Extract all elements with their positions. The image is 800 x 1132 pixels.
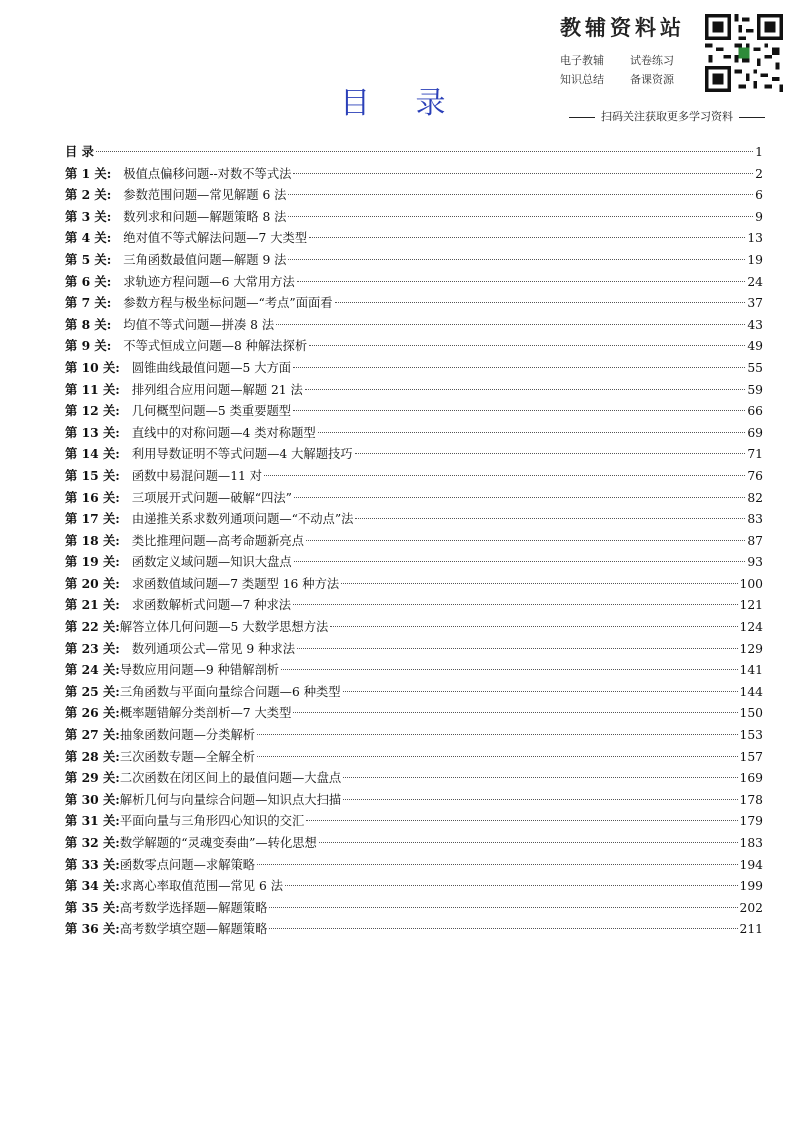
toc-entry[interactable]	[65, 400, 763, 422]
dot-leader	[257, 734, 737, 735]
toc-entry[interactable]	[65, 832, 763, 854]
toc-entry-page: 194	[739, 857, 763, 872]
brand-tag: 试卷练习	[630, 54, 674, 67]
toc-entry-title: 绝对值不等式解法问题—7 大类型	[123, 231, 308, 246]
toc-entry-title: 求函数解析式问题—7 种求法	[131, 598, 292, 613]
toc-entry-title: 三项展开式问题—破解“四法”	[131, 490, 292, 505]
toc-entry-page: 13	[747, 231, 763, 246]
toc-entry-title: 函数定义域问题—知识大盘点	[131, 555, 292, 570]
dot-leader	[281, 669, 737, 670]
dot-leader	[269, 907, 737, 908]
dot-leader	[305, 389, 746, 390]
toc-entry[interactable]	[65, 357, 763, 379]
dot-leader	[355, 453, 746, 454]
toc-entry[interactable]	[65, 746, 763, 768]
toc-entry-label: 第 16 关:	[65, 489, 120, 505]
toc-entry-page: 1	[755, 145, 763, 159]
toc-entry-label: 第 4 关:	[65, 230, 112, 246]
toc-entry-title: 数学解题的“灵魂变奏曲”—转化思想	[119, 836, 317, 850]
toc-entry-label: 第 21 关:	[65, 597, 120, 613]
toc-entry-page: 66	[747, 404, 763, 419]
toc-entry[interactable]	[65, 487, 763, 509]
toc-entry-page: 183	[739, 836, 763, 850]
toc-entry-page: 129	[739, 641, 763, 656]
toc-entry[interactable]	[65, 163, 763, 185]
toc-entry-title: 几何概型问题—5 类重要题型	[131, 404, 292, 419]
toc-entry-page: 37	[747, 296, 763, 311]
toc-entry-page: 82	[747, 490, 763, 505]
dot-leader	[285, 885, 737, 886]
toc-entry-label: 第 24 关:	[65, 662, 120, 678]
dot-leader	[341, 583, 737, 584]
scan-caption	[563, 108, 771, 124]
toc-entry-title: 高考数学选择题—解题策略	[119, 900, 268, 915]
dot-leader	[276, 324, 745, 325]
toc-entry-label: 第 1 关:	[65, 165, 112, 181]
toc-entry-label: 第 3 关:	[65, 208, 112, 224]
toc-entry-label: 第 29 关:	[65, 770, 120, 786]
toc-entry-label: 目 录	[65, 144, 94, 159]
toc-entry-label: 第 22 关:	[65, 619, 120, 635]
dot-leader	[293, 410, 745, 411]
toc-entry[interactable]	[65, 508, 763, 530]
toc-entry-page: 157	[739, 749, 763, 764]
toc-entry[interactable]	[65, 249, 763, 271]
dot-leader	[330, 626, 737, 627]
dot-leader	[306, 540, 745, 541]
toc-entry-title: 圆锥曲线最值问题—5 大方面	[131, 360, 292, 375]
toc-entry-page: 2	[755, 166, 763, 181]
toc-entry-title: 数列通项公式—常见 9 种求法	[131, 641, 296, 656]
dot-leader	[294, 561, 746, 562]
toc-entry[interactable]	[65, 897, 763, 919]
toc-entry-title: 直线中的对称问题—4 类对称题型	[131, 425, 316, 440]
dot-leader	[293, 712, 737, 713]
toc-entry-label: 第 14 关:	[65, 446, 120, 462]
brand-tags	[560, 52, 700, 87]
dot-leader	[257, 864, 737, 865]
toc-entry-title: 求函数值域问题—7 类题型 16 种方法	[131, 576, 340, 591]
brand-block	[560, 12, 700, 87]
toc-entry-title: 解答立体几何问题—5 大数学思想方法	[119, 620, 329, 635]
dot-leader	[293, 173, 753, 174]
toc-entry[interactable]	[65, 724, 763, 746]
toc-entry[interactable]	[65, 854, 763, 876]
toc-entry-page: 87	[747, 533, 763, 548]
dot-leader	[309, 345, 745, 346]
dot-leader	[269, 928, 737, 929]
toc-entry-label: 第 32 关:	[65, 835, 120, 850]
toc-entry-title: 三角函数与平面向量综合问题—6 种类型	[119, 684, 341, 699]
toc-entry[interactable]	[65, 789, 763, 811]
toc-entry-title: 求轨迹方程问题—6 大常用方法	[123, 274, 295, 289]
toc-entry-label: 第 7 关:	[65, 295, 112, 311]
toc-entry-label: 第 31 关:	[65, 813, 120, 829]
toc-entry-title: 参数范围问题—常见解题 6 法	[123, 188, 287, 203]
toc-entry[interactable]	[65, 681, 763, 703]
toc-entry[interactable]	[65, 227, 763, 249]
toc-entry-page: 59	[747, 382, 763, 397]
dot-leader	[257, 756, 737, 757]
toc-entry-title: 解析几何与向量综合问题—知识点大扫描	[119, 792, 342, 807]
toc-entry-title: 参数方程与极坐标问题—“考点”面面看	[123, 296, 333, 311]
toc-entry-label: 第 17 关:	[65, 511, 120, 527]
toc-entry-label: 第 10 关:	[65, 359, 120, 375]
toc-entry-title: 抽象函数问题—分类解析	[119, 728, 256, 743]
toc-entry-page: 71	[747, 447, 763, 462]
dot-leader	[288, 216, 753, 217]
toc-entry-title: 平面向量与三角形四心知识的交汇	[119, 814, 305, 829]
dot-leader	[343, 799, 737, 800]
dot-leader	[306, 820, 737, 821]
toc-entry-page: 121	[739, 598, 763, 613]
brand-name: 教辅资料站	[560, 16, 685, 40]
dot-leader	[319, 842, 738, 843]
toc-entry-title: 由递推关系求数列通项问题—“不动点”法	[131, 512, 354, 527]
toc-entry[interactable]	[65, 184, 763, 206]
toc-entry-page: 49	[747, 339, 763, 354]
toc-entry-label: 第 9 关:	[65, 338, 112, 354]
toc-entry-label: 第 2 关:	[65, 187, 112, 203]
toc-entry-label: 第 12 关:	[65, 403, 120, 419]
toc-entry-page: 76	[747, 468, 763, 483]
toc-entry[interactable]	[65, 875, 763, 897]
toc-entry-label: 第 6 关:	[65, 273, 112, 289]
toc-entry[interactable]	[65, 918, 763, 940]
toc-entry-title: 概率题错解分类剖析—7 大类型	[119, 706, 292, 721]
dot-leader	[343, 777, 737, 778]
toc-entry[interactable]	[65, 702, 763, 724]
dot-leader	[293, 604, 737, 605]
toc-entry-label: 第 19 关:	[65, 554, 120, 570]
toc-entry-title: 利用导数证明不等式问题—4 大解题技巧	[131, 447, 353, 462]
toc-entry[interactable]	[65, 530, 763, 552]
dot-leader	[309, 237, 745, 238]
toc-entry-title: 导数应用问题—9 种错解剖析	[119, 663, 280, 678]
toc-entry-page: 93	[747, 555, 763, 570]
toc-entry-title: 均值不等式问题—拼凑 8 法	[123, 317, 275, 332]
page-title: 目 录	[340, 86, 464, 121]
dot-leader	[297, 281, 745, 282]
toc-entry-label: 第 8 关:	[65, 316, 112, 332]
toc-entry-title: 求离心率取值范围—常见 6 法	[119, 879, 284, 894]
toc-entry[interactable]	[65, 141, 763, 163]
toc-entry[interactable]	[65, 206, 763, 228]
toc-entry[interactable]	[65, 422, 763, 444]
divider	[739, 117, 765, 118]
toc-entry-page: 169	[739, 771, 763, 786]
dot-leader	[297, 648, 737, 649]
dot-leader	[293, 367, 745, 368]
toc-entry[interactable]	[65, 616, 763, 638]
toc-entry-label: 第 20 关:	[65, 575, 120, 591]
toc-entry-page: 43	[747, 317, 763, 332]
brand-tag: 备课资源	[630, 73, 674, 86]
toc-entry-page: 24	[747, 274, 763, 289]
toc-entry-page: 69	[747, 425, 763, 440]
toc-entry-label: 第 34 关:	[65, 878, 120, 894]
toc-entry[interactable]	[65, 573, 763, 595]
dot-leader	[335, 302, 746, 303]
toc-entry-title: 排列组合应用问题—解题 21 法	[131, 382, 303, 397]
toc-entry-page: 153	[739, 728, 763, 743]
dot-leader	[343, 691, 738, 692]
toc-entry-page: 144	[739, 684, 763, 699]
toc-entry-label: 第 26 关:	[65, 705, 120, 721]
toc-entry-page: 19	[747, 252, 763, 267]
toc-entry[interactable]	[65, 271, 763, 293]
brand-tag: 电子教辅	[560, 54, 604, 67]
toc-entry-page: 124	[739, 620, 763, 635]
toc-entry-title: 不等式恒成立问题—8 种解法探析	[123, 339, 308, 354]
dot-leader	[318, 432, 746, 433]
scan-text: 扫码关注获取更多学习资料	[601, 110, 733, 123]
toc-entry-page: 150	[739, 706, 763, 721]
toc-entry-page: 199	[739, 879, 763, 894]
toc-entry-label: 第 35 关:	[65, 899, 120, 915]
toc-entry-label: 第 13 关:	[65, 424, 120, 440]
toc-entry[interactable]	[65, 465, 763, 487]
toc-entry-page: 202	[739, 900, 763, 915]
toc-entry-label: 第 28 关:	[65, 748, 120, 764]
toc-entry-label: 第 27 关:	[65, 727, 120, 743]
dot-leader	[294, 497, 745, 498]
toc-entry[interactable]	[65, 638, 763, 660]
toc-entry-page: 211	[739, 922, 763, 937]
toc-entry-page: 178	[739, 792, 763, 807]
toc-entry-label: 第 5 关:	[65, 251, 112, 267]
toc-entry[interactable]	[65, 551, 763, 573]
toc-entry-title: 三次函数专题—全解全析	[119, 749, 256, 764]
toc-entry[interactable]	[65, 594, 763, 616]
dot-leader	[288, 194, 753, 195]
toc-entry-title: 类比推理问题—高考命题新亮点	[131, 533, 304, 548]
toc-entry[interactable]	[65, 379, 763, 401]
toc-entry-label: 第 30 关:	[65, 791, 120, 807]
toc-entry-title: 数列求和问题—解题策略 8 法	[123, 209, 287, 224]
dot-leader	[355, 518, 745, 519]
toc-list	[65, 141, 763, 940]
toc-entry-page: 179	[739, 814, 763, 829]
toc-entry[interactable]	[65, 292, 763, 314]
toc-entry-page: 141	[739, 663, 763, 678]
toc-entry-label: 第 25 关:	[65, 683, 120, 699]
toc-entry-label: 第 18 关:	[65, 532, 120, 548]
toc-entry[interactable]	[65, 335, 763, 357]
toc-entry-page: 83	[747, 512, 763, 527]
toc-entry-label: 第 36 关:	[65, 921, 120, 937]
toc-entry-title: 二次函数在闭区间上的最值问题—大盘点	[119, 771, 342, 786]
toc-entry-page: 100	[739, 576, 763, 591]
dot-leader	[264, 475, 745, 476]
toc-entry[interactable]	[65, 767, 763, 789]
toc-entry-page: 9	[755, 209, 763, 224]
toc-entry[interactable]	[65, 810, 763, 832]
toc-entry-label: 第 23 关:	[65, 640, 120, 656]
toc-entry[interactable]	[65, 314, 763, 336]
toc-entry-title: 函数中易混问题—11 对	[131, 468, 263, 483]
toc-entry[interactable]	[65, 659, 763, 681]
toc-entry-title: 三角函数最值问题—解题 9 法	[123, 252, 287, 267]
dot-leader	[96, 151, 753, 152]
qr-code-icon	[705, 14, 783, 92]
toc-entry-page: 6	[755, 188, 763, 203]
toc-entry[interactable]	[65, 443, 763, 465]
toc-entry-label: 第 11 关:	[65, 381, 120, 397]
divider	[569, 117, 595, 118]
toc-entry-title: 极值点偏移问题--对数不等式法	[123, 166, 292, 181]
toc-entry-label: 第 15 关:	[65, 467, 120, 483]
toc-entry-title: 高考数学填空题—解题策略	[119, 922, 268, 937]
toc-entry-label: 第 33 关:	[65, 856, 120, 872]
toc-entry-page: 55	[747, 360, 763, 375]
dot-leader	[288, 259, 745, 260]
brand-tag: 知识总结	[560, 73, 604, 86]
toc-entry-title: 函数零点问题—求解策略	[119, 857, 256, 872]
